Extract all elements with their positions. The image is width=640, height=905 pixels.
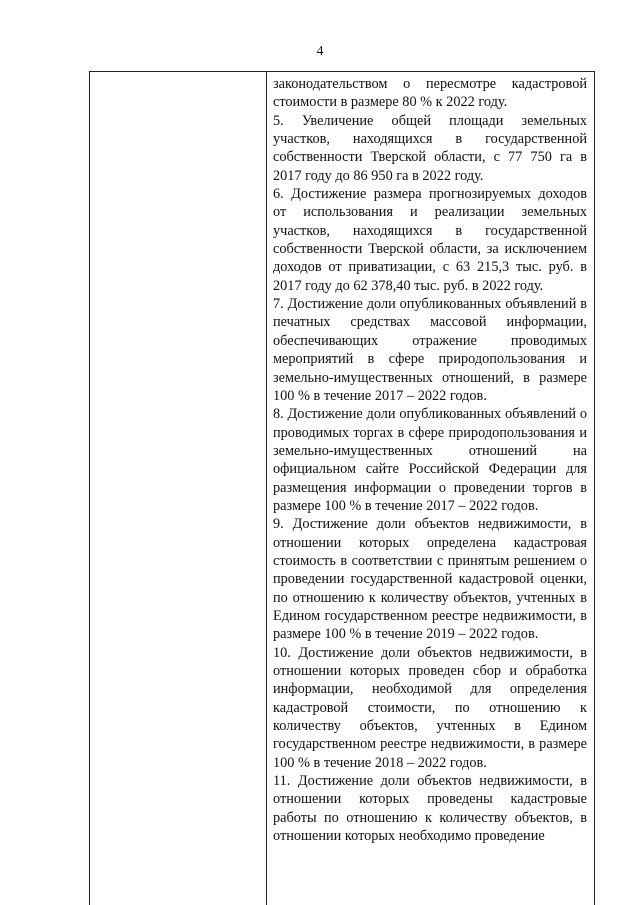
paragraph-item-6: 6. Достижение размера прогнозируемых доходов от использования и реализации земельных участков, находящихся в государственной собственности Тверской области, за исключением доходов от приватизации, с 63 215,3 тыс. руб. в 2017 году до 62 378,40 тыс. руб. в 2022 году.: [273, 186, 587, 294]
paragraph-item-11: 11. Достижение доли объектов недвижимости, в отношении которых проведены кадастровые работы по отношению к количеству объектов, в отношении которых необходимо проведение: [273, 773, 587, 845]
column-divider: [266, 72, 267, 905]
paragraph-item-9: 9. Достижение доли объектов недвижимости, в отношении которых определена кадастровая стоимость в соответствии с принятым решением о проведении государственной кадастровой оценки, по отношению к количеству объектов, учтенных в Едином государственном реестре недвижимости, в размере 100 % в течение 2019 – 2022 годов.: [273, 516, 587, 643]
page-number: 4: [316, 44, 324, 59]
paragraph-item-8: 8. Достижение доли опубликованных объявлений о проводимых торгах в сфере природопользования и земельно-имущественных отношений на официальном сайте Российской Федерации для размещения информации о проведении торгов в размере 100 % в течение 2017 – 2022 годов.: [273, 406, 587, 514]
table-left-cell: [90, 72, 266, 905]
paragraph-continuation: законодательством о пересмотре кадастровой стоимости в размере 80 % к 2022 году.: [273, 76, 587, 111]
table-right-cell: [273, 75, 587, 845]
paragraph-item-10: 10. Достижение доли объектов недвижимости, в отношении которых проведен сбор и обработка информации, необходимой для определения кадастровой стоимости, по отношению к количеству объектов, учтенных в Едином государственном реестре недвижимости, в размере 100 % в течение 2018 – 2022 годов.: [273, 644, 587, 771]
paragraph-item-5: 5. Увеличение общей площади земельных участков, находящихся в государственной собственности Тверской области, с 77 750 га в 2017 году до 86 950 га в 2022 году.: [273, 112, 587, 184]
paragraph-item-7: 7. Достижение доли опубликованных объявлений в печатных средствах массовой информации, обеспечивающих отражение проводимых мероприятий в сфере природопользования и земельно-имущественных отношений, в размере 100 % в течение 2017 – 2022 годов.: [273, 296, 587, 404]
indicators-table: [89, 71, 595, 905]
